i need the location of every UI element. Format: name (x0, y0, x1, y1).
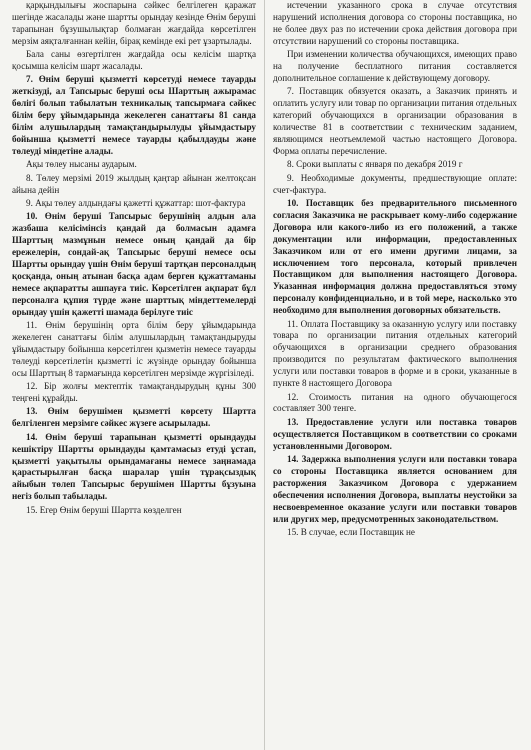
kazakh-paragraph: қарқындылығы жоспарына сәйкес белгілеген қаражат шегінде жасалады және шартты орындау кезінде Өнім беруші тарапынан бұзушылықтар болмаған жағдайда көрсетілген мерзім аяқталғаннан кейін, бірақ кемінде екі рет ұзартылады. (12, 0, 256, 46)
kazakh-paragraph: 9. Ақы төлеу алдындағы қажетті құжаттар: шот-фактура (26, 198, 246, 208)
russian-paragraph: 11. Оплата Поставщику за оказанную услугу или поставку товара по организации питания отдельных категорий обучающихся в организации среднего образования производится по результатам фактического выполнения услуги или поставки товаров в форме и в сроки, указанные в пункте 8 настоящего Договора (273, 318, 517, 389)
russian-paragraph: 15. В случае, если Поставщик не (287, 526, 415, 537)
russian-paragraph: 14. Задержка выполнения услуги или поставки товара со стороны Поставщика является основанием для расторжения Заказчиком Договора с удержанием обеспечения исполнения Договора, выплаты неустойки за несвоевременное оказание услуги или поставки товаров или других мер, предусмотренных законодательством. (273, 454, 517, 524)
russian-paragraph: 10. Поставщик без предварительного письменного согласия Заказчика не раскрывает кому-либо содержание Договора или какого-либо из его положений, а также документации или информации, предоставленных Заказчиком или от его имени другими лицами, за исключением того персонала, который привлечен Поставщиком для выполнения настоящего Договора. Указанная информация должна предоставляться этому персоналу конфиденциально, и в той мере, насколько это необходимо для выполнения договорных обязательств. (273, 198, 517, 316)
column-divider (264, 0, 265, 750)
kazakh-paragraph: 8. Төлеу мерзімі 2019 жылдың қаңтар айынан желтоқсан айына дейін (12, 172, 256, 195)
kazakh-paragraph: 11. Өнім берушінің орта білім беру ұйымдарында жекелеген санаттағы білім алушылардың тамақтандыруды ұйымдастыру бойынша көрсетілген қызметін немесе тауарды төлеуді көрсетілетін қызметті іс жүзінде орындау бойынша осы Шарттың 8 тармағында көрсетілген мерзімде жүргізіледі. (12, 320, 256, 378)
russian-paragraph: 8. Сроки выплаты с января по декабря 2019 г (287, 159, 463, 170)
russian-paragraph: 7. Поставщик обязуется оказать, а Заказчик принять и оплатить услугу или товар по организации питания отдельных категорий обучающихся в организации образования в количестве 81 в соответствии с техническим заданием, являющимся неотъемлемой частью настоящего Договора. Форма оплаты перечисление. (273, 86, 517, 156)
kazakh-column (12, 0, 256, 750)
kazakh-paragraph: 15. Егер Өнім беруші Шартта көзделген (26, 504, 182, 515)
russian-paragraph: истечении указанного срока в случае отсутствия нарушений исполнения договора со стороны поставщика, но не более двух раз по истечении срока действия договора при отсутствии нарушений со стороны поставщика. (273, 0, 517, 46)
kazakh-paragraph: 13. Өнім берушімен қызметті көрсету Шартта белгіленген мерзімге сәйкес жүзеге асырылады. (12, 406, 256, 429)
kazakh-paragraph: Ақы төлеу нысаны аударым. (26, 159, 137, 170)
russian-column (273, 0, 517, 750)
russian-paragraph: 9. Необходимые документы, предшествующие оплате: счет-фактура. (273, 172, 517, 195)
kazakh-paragraph: 10. Өнім беруші Тапсырыс берушінің алдын ала жазбаша келісімінсіз қандай да болмасын адамға Шарттың мазмұнын немесе оның қандай да бір ережелерін, сондай-ақ Тапсырыс беруші немесе осы Шартты орындау үшін Өнім беруші тартқан персоналдың қосқанда, оның атынан басқа адам берген құжаттаманы немесе ақпаратты ашпауға тиіс. Көрсетілген ақпарат бұл персоналға құпия түрде және шарттық міндеттемелерді орындау үшін қажетті шамада берілуге тиіс (12, 211, 256, 317)
kazakh-paragraph: 12. Бір жолғы мектептік тамақтандырудың құны 300 теңгені құрайды. (12, 381, 256, 403)
kazakh-paragraph: 7. Өнім беруші қызметті көрсетуді немесе тауарды жеткізуді, ал Тапсырыс беруші осы Шарттың ажырамас бөлігі болып табылатын техникалық тапсырмаға сәйкес білім беру ұйымдарында жекелеген санаттағы 81 санда білім алушылардың тамақтандырылуды ұйымдастыру бойынша қызметті немесе тауарды қабылдауды және төлеуді міндетіне алады. (12, 74, 256, 156)
russian-paragraph: 12. Стоимость питания на одного обучающегося составляет 300 тенге. (273, 391, 517, 414)
kazakh-paragraph: Бала саны өзгертілген жағдайда осы келісім шартқа қосымша келісім шарт жасалады. (12, 49, 256, 72)
kazakh-paragraph: 14. Өнім беруші тарапынан қызметті орындауды кешіктіру Шартты орындауды қамтамасыз етуді ұстап, қызметті уақытылы орындамағаны немесе заңнамада қарастырылған басқа шаралар үшін тұрақсыздық айыбын төлеп Тапсырыс берушімен Шартты бұзуына негіз болып табылады. (12, 431, 256, 502)
russian-paragraph: 13. Предоставление услуги или поставка товаров осуществляется Поставщиком в соответствии со сроками установленными Договором. (273, 416, 517, 451)
russian-paragraph: При изменении количества обучающихся, имеющих право на получение бесплатного питания составляется дополнительное соглашение к действующему договору. (273, 49, 517, 83)
